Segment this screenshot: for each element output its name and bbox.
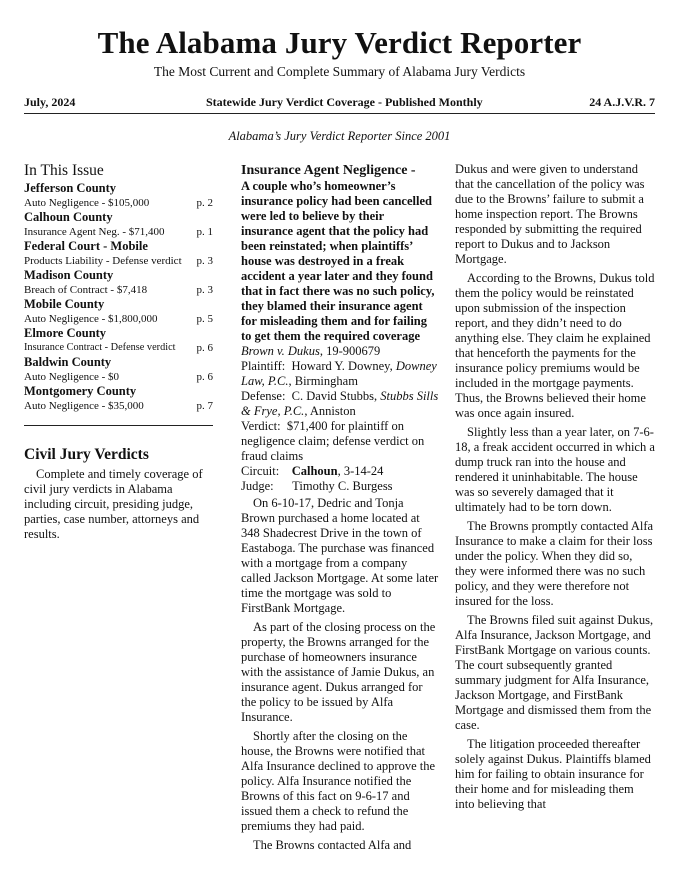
issue-entry[interactable] xyxy=(24,297,213,326)
issue-entry[interactable] xyxy=(24,239,213,268)
issue-entry[interactable] xyxy=(24,210,213,239)
issue-entry[interactable] xyxy=(24,326,213,355)
case-summary: Insurance Agent Neg. - $71,400 p. 1 xyxy=(24,226,213,238)
article-paragraph: According to the Browns, Dukus told them the policy would be reinstated upon submission of the inspection report, and they didn’t need to do anything else. They claim he explained that henceforth the payments for the insurance policy premiums would be included in the mortgage payments. Thus, the Browns believed their home was once again insured. xyxy=(455,271,655,420)
coverage-statement: Statewide Jury Verdict Coverage - Published Monthly xyxy=(206,95,483,109)
page-ref: p. 1 xyxy=(196,226,213,238)
county-name: Calhoun County xyxy=(24,210,113,224)
county-name: Elmore County xyxy=(24,326,107,340)
case-summary: Auto Negligence - $0 p. 6 xyxy=(24,371,213,383)
article-column-2 xyxy=(455,162,655,812)
page-ref: p. 2 xyxy=(196,197,213,209)
article-lead: A couple who’s homeowner’s insurance policy had been cancelled were led to believe by their insurance agent that the policy had been reinstated; when plaintiffs’ house was destroyed in a freak accident a year later and they found that in fact there was no such policy, they blamed their insurance agent for misleading them and for failing to get them the required coverage xyxy=(241,179,435,343)
tagline: Alabama’s Jury Verdict Reporter Since 2001 xyxy=(228,129,451,143)
verdict: Verdict: $71,400 for plaintiff on negligence claim; defense verdict on fraud claims xyxy=(241,419,425,463)
page-ref: p. 7 xyxy=(196,400,213,412)
judge: Judge: Timothy C. Burgess xyxy=(241,479,393,493)
header-divider xyxy=(24,113,655,114)
newsletter-title: The Alabama Jury Verdict Reporter xyxy=(97,25,582,60)
page-ref: p. 3 xyxy=(196,284,213,296)
county-name: Montgomery County xyxy=(24,384,137,398)
circuit: Circuit: Calhoun, 3-14-24 xyxy=(241,464,384,478)
issue-entry[interactable] xyxy=(24,355,213,384)
county-name: Federal Court - Mobile xyxy=(24,239,148,253)
case-summary: Auto Negligence - $1,800,000 p. 5 xyxy=(24,313,213,325)
county-name: Jefferson County xyxy=(24,181,117,195)
sidebar-divider xyxy=(24,425,213,426)
issue-entry[interactable] xyxy=(24,384,213,413)
newsletter-subtitle: The Most Current and Complete Summary of Alabama Jury Verdicts xyxy=(153,64,526,79)
civil-verdicts-description: Complete and timely coverage of civil jury verdicts in Alabama including circuit, presiding judge, parties, case number, attorneys and results. xyxy=(24,467,203,541)
issue-index xyxy=(24,181,213,413)
defense-counsel: Defense: C. David Stubbs, Stubbs Sills & Frye, P.C., Anniston xyxy=(241,389,439,418)
article-paragraph: Dukus and were given to understand that the cancellation of the policy was due to the Browns’ failure to submit a home inspection report. The Browns responded by submitting the required report to Dukus and to Jackson Mortgage. xyxy=(455,162,645,266)
in-this-issue-heading: In This Issue xyxy=(24,162,104,179)
case-summary: Products Liability - Defense verdict p. 3 xyxy=(24,255,213,267)
issue-info-bar xyxy=(24,94,655,110)
issue-entry[interactable] xyxy=(24,268,213,297)
article-column-1 xyxy=(241,162,439,853)
case-summary: Breach of Contract - $7,418 p. 3 xyxy=(24,284,213,296)
article-paragraph: As part of the closing process on the property, the Browns arranged for the purchase of homeowners insurance with the assistance of Jamie Dukus, an insurance agent. Dukus arranged for the policy to be issued by Alfa Insurance. xyxy=(241,620,436,724)
case-summary: Insurance Contract - Defense verdict p. 6 xyxy=(24,342,213,354)
page-ref: p. 6 xyxy=(196,342,213,354)
case-caption: Brown v. Dukus, 19-900679 xyxy=(241,344,381,358)
case-summary: Auto Negligence - $105,000 p. 2 xyxy=(24,197,213,209)
page-ref: p. 3 xyxy=(196,255,213,267)
page-ref: p. 6 xyxy=(196,371,213,383)
county-name: Madison County xyxy=(24,268,114,282)
plaintiff-counsel: Plaintiff: Howard Y. Downey, Downey Law, P.C., Birmingham xyxy=(241,359,437,388)
issue-date: July, 2024 xyxy=(24,95,76,109)
article-title: Insurance Agent Negligence - xyxy=(241,163,416,178)
case-summary: Auto Negligence - $35,000 p. 7 xyxy=(24,400,213,412)
article-paragraph: The litigation proceeded thereafter solely against Dukus. Plaintiffs blamed him for failing to obtain insurance for their home and for misleading them into believing that xyxy=(455,737,651,811)
county-name: Mobile County xyxy=(24,297,105,311)
article-paragraph: On 6-10-17, Dedric and Tonja Brown purchased a home located at 348 Shadecrest Drive in the town of Eastaboga. The purchase was financed with a mortgage from a company called Jackson Mortgage. At some later time the mortgage was sold to FirstBank Mortgage. xyxy=(241,496,439,615)
issue-entry[interactable] xyxy=(24,181,213,210)
article-paragraph: The Browns contacted Alfa and xyxy=(253,838,412,852)
article-paragraph: Shortly after the closing on the house, the Browns were notified that Alfa Insurance declined to approve the policy. Alfa Insurance notified the Browns of this fact on 9-6-17 and issued them a check to refund the premiums they had paid. xyxy=(241,729,436,833)
article-paragraph: The Browns filed suit against Dukus, Alfa Insurance, Jackson Mortgage, and FirstBank Mortgage on various counts. The court subsequently granted summary judgment for Alfa Insurance, Jackson Mortgage, and FirstBank Mortgage and dismissed them from the case. xyxy=(455,613,654,732)
page-ref: p. 5 xyxy=(196,313,213,325)
article-paragraph: Slightly less than a year later, on 7-6-18, a freak accident occurred in which a dump truck ran into the house and rendered it uninhabitable. The house was so severely damaged that it ultimately had to be torn down. xyxy=(455,425,655,514)
sidebar xyxy=(24,162,213,542)
volume-citation: 24 A.J.V.R. 7 xyxy=(589,95,655,109)
article-paragraph: The Browns promptly contacted Alfa Insurance to make a claim for their loss under the policy. When they did so, they were informed there was no such policy, and they were therefore not insured for the loss. xyxy=(455,519,654,608)
county-name: Baldwin County xyxy=(24,355,112,369)
civil-verdicts-heading: Civil Jury Verdicts xyxy=(24,446,149,463)
